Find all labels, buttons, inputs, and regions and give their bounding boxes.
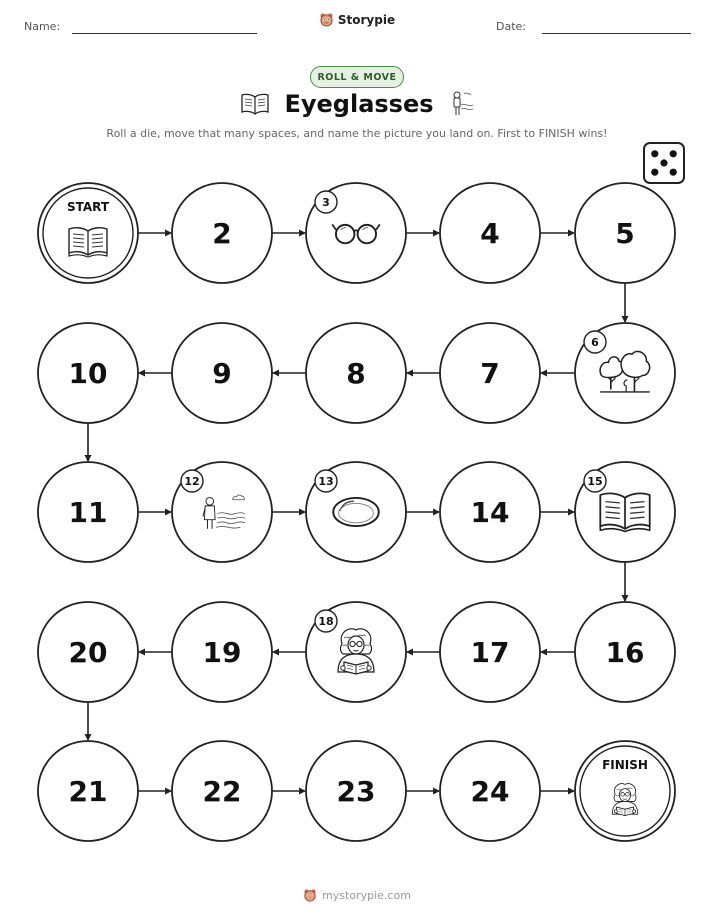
grandma-reading-icon (338, 629, 374, 674)
board-space-7[interactable] (440, 323, 540, 423)
space-number: 7 (480, 357, 500, 390)
footer-url[interactable]: mystorypie.com (322, 888, 411, 902)
board-space-20[interactable] (38, 602, 138, 702)
board-space-22[interactable] (172, 741, 272, 841)
board-space-25[interactable] (575, 741, 675, 841)
space-number: 5 (615, 217, 635, 250)
board-space-3[interactable] (306, 183, 406, 283)
name-label: Name: (24, 20, 61, 33)
space-number: 15 (587, 475, 603, 488)
board-space-15[interactable] (575, 462, 675, 562)
board-space-1[interactable] (38, 183, 138, 283)
die-pip (651, 150, 658, 157)
roll-and-move-badge: ROLL & MOVE (310, 66, 404, 88)
instructions: Roll a die, move that many spaces, and name the picture you land on. First to FINISH wins! (106, 127, 608, 140)
space-number: 20 (68, 636, 108, 669)
space-label: START (66, 200, 110, 214)
board-space-13[interactable] (306, 462, 406, 562)
space-number: 3 (322, 196, 330, 209)
space-number: 6 (591, 336, 599, 349)
date-label: Date: (496, 20, 526, 33)
space-number: 4 (480, 217, 500, 250)
space-number: 2 (212, 217, 232, 250)
page-title: Eyeglasses (284, 90, 434, 118)
space-number: 10 (68, 357, 108, 390)
space-number: 8 (346, 357, 366, 390)
space-number: 23 (336, 775, 376, 808)
space-number: 21 (68, 775, 108, 808)
board-space-4[interactable] (440, 183, 540, 283)
footer (0, 888, 714, 902)
space-label: FINISH (602, 758, 648, 772)
board-space-18[interactable] (306, 602, 406, 702)
lens-icon (333, 498, 379, 526)
die-pip (670, 169, 677, 176)
board-space-9[interactable] (172, 323, 272, 423)
space-number: 11 (68, 496, 108, 529)
board-space-16[interactable] (575, 602, 675, 702)
board-space-24[interactable] (440, 741, 540, 841)
board-space-2[interactable] (172, 183, 272, 283)
space-number: 22 (202, 775, 242, 808)
board-space-23[interactable] (306, 741, 406, 841)
brand-name: Storypie (337, 12, 396, 27)
space-number: 18 (318, 615, 334, 628)
space-number: 19 (202, 636, 242, 669)
space-number: 9 (212, 357, 232, 390)
board-space-12[interactable] (172, 462, 272, 562)
board-space-11[interactable] (38, 462, 138, 562)
board-space-17[interactable] (440, 602, 540, 702)
board-space-14[interactable] (440, 462, 540, 562)
space-number: 16 (605, 636, 645, 669)
space-number: 13 (318, 475, 334, 488)
board-space-21[interactable] (38, 741, 138, 841)
storypie-logo-icon (303, 888, 317, 902)
board-space-6[interactable] (575, 323, 675, 423)
board-space-8[interactable] (306, 323, 406, 423)
grandma-reading-icon (612, 784, 638, 816)
die-pip (660, 159, 667, 166)
space-number: 14 (470, 496, 510, 529)
space-number: 12 (184, 475, 200, 488)
board-space-19[interactable] (172, 602, 272, 702)
die-pip (670, 150, 677, 157)
space-number: 17 (470, 636, 510, 669)
board-space-5[interactable] (575, 183, 675, 283)
die-pip (651, 169, 658, 176)
space-number: 24 (470, 775, 510, 808)
board-space-10[interactable] (38, 323, 138, 423)
